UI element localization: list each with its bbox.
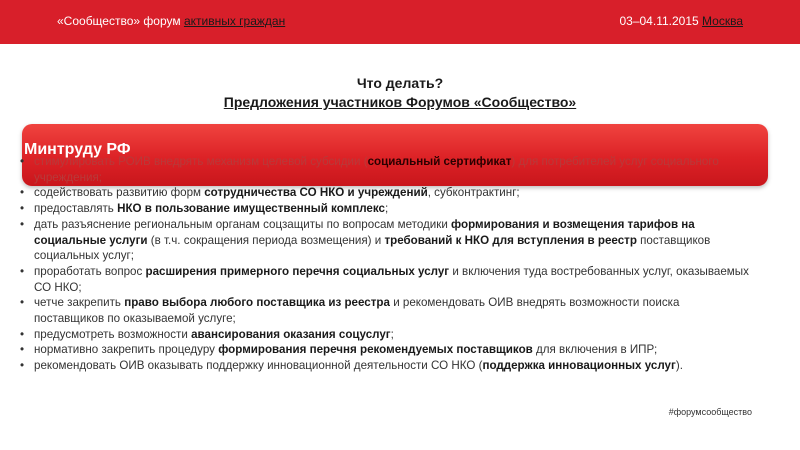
list-item-text: ; — [384, 202, 389, 216]
list-item-text: ; — [390, 327, 394, 341]
list-item-text: и включения туда востребованных услуг, оказываемых СО НКО; — [34, 264, 749, 294]
list-item — [20, 154, 750, 185]
header-bar — [0, 0, 800, 44]
list-item-bold-text: право выбора любого поставщика из реестра — [124, 296, 390, 310]
forum-name: «Сообщество» — [57, 14, 141, 28]
list-item-text: ). — [675, 359, 683, 373]
list-item-bold-text: расширения примерного перечня социальных услуг — [145, 264, 450, 278]
list-item-bold-text: формирования и возмещения тарифов на социальные услуги — [34, 217, 695, 247]
list-item-text: дать разъяснение региональным органам соцзащиты по вопросам методики — [34, 217, 452, 231]
list-item — [20, 201, 750, 217]
list-item-bold-text: авансирования оказания соцуслуг — [191, 327, 391, 341]
proposals-list — [20, 154, 750, 374]
list-item-text: стимулировать РОИВ внедрять механизм целевой субсидии ( — [34, 155, 368, 168]
list-item-text: предусмотреть возможности — [34, 327, 192, 341]
list-item — [20, 342, 750, 358]
forum-middle: форум — [140, 14, 184, 28]
hashtag: #форумсообщество — [668, 407, 752, 417]
list-item-text: для включения в ИПР; — [532, 343, 658, 357]
list-item-text: предоставлять — [34, 202, 118, 216]
header-date-place — [619, 14, 743, 28]
list-item — [20, 185, 750, 201]
list-item-bold-text: формирования перечня рекомендуемых поставщиков — [218, 343, 533, 357]
list-item-text: нормативно закрепить процедуру — [34, 343, 219, 357]
list-item — [20, 264, 750, 295]
list-item-text: , субконтрактинг; — [427, 186, 520, 200]
header-forum-title — [57, 14, 285, 28]
list-item-bold-text: НКО в пользование имущественный комплекс — [117, 202, 385, 216]
list-item-text: четче закрепить — [34, 296, 125, 310]
ministry-label: Минтруду РФ — [24, 141, 131, 158]
slide-title — [0, 74, 800, 112]
list-item-bold-text: поддержка инновационных услуг — [482, 359, 676, 373]
list-item-text: проработать вопрос — [34, 264, 146, 278]
title-question: Что делать? — [356, 75, 444, 91]
list-item — [20, 327, 750, 343]
list-item-bold-text: социальный сертификат — [367, 155, 512, 168]
list-item-bold-text: требований к НКО для вступления в реестр — [384, 233, 637, 247]
list-item-bold-text: сотрудничества СО НКО и учреждений — [204, 186, 428, 200]
list-item-text: ) для потребителей услуг социального учреждения; — [34, 155, 719, 184]
list-item — [20, 358, 750, 374]
list-item — [20, 295, 750, 326]
event-city[interactable]: Москва — [702, 14, 743, 28]
forum-link[interactable]: активных граждан — [183, 14, 286, 28]
title-subtitle: Предложения участников Форумов «Сообщество» — [223, 94, 577, 110]
list-item-text: и рекомендовать ОИВ внедрять возможности поиска поставщиков по оказываемой услуге; — [34, 296, 680, 326]
list-item-text: (в т.ч. сокращения периода возмещения) и — [147, 233, 385, 247]
list-item-text: рекомендовать ОИВ оказывать поддержку инновационной деятельности СО НКО ( — [34, 359, 483, 373]
event-date: 03–04.11.2015 — [619, 14, 699, 28]
list-item — [20, 217, 750, 264]
list-item-text: поставщиков социальных услуг; — [34, 233, 711, 263]
list-item-text: содействовать развитию форм — [34, 186, 205, 200]
